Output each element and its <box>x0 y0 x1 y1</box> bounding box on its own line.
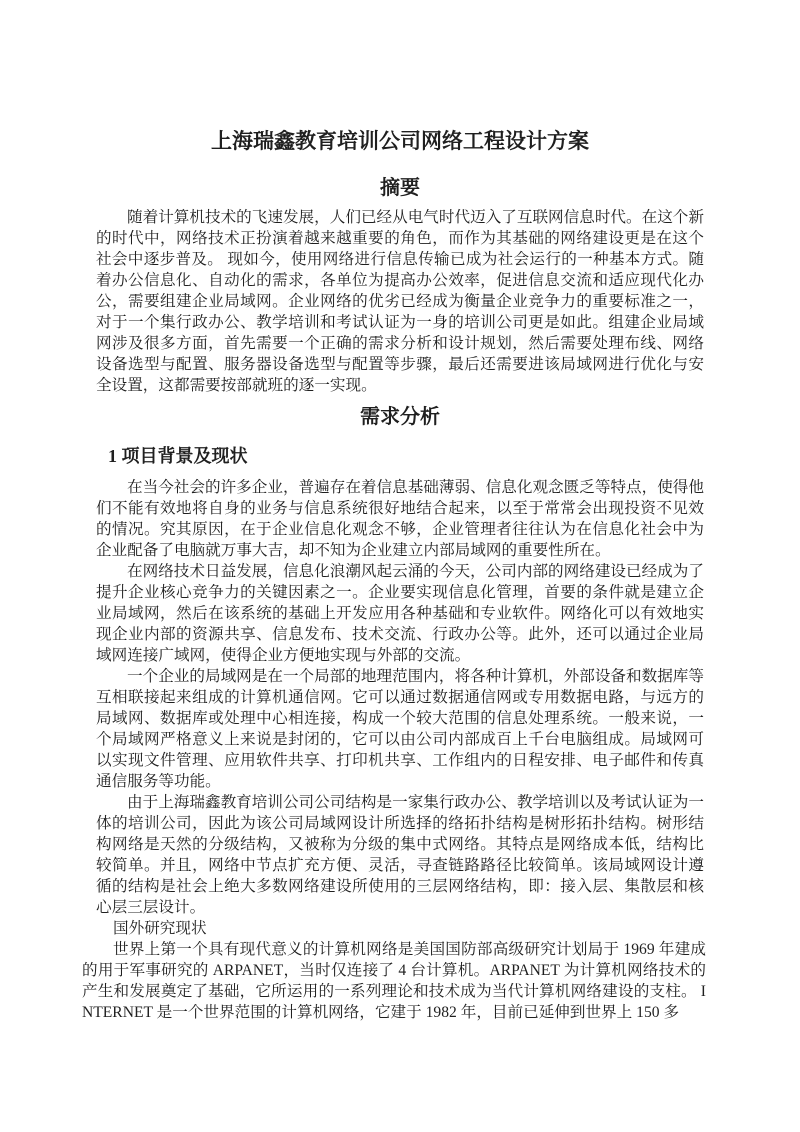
abstract-heading: 摘要 <box>380 177 420 199</box>
foreign-research-paragraph: 世界上第一个具有现代意义的计算机网络是美国国防部高级研究计划局于 1969 年建成的用于军事研究的 ARPANET，当时仅连接了 4 台计算机。ARPANET 为计算机网络技术的产生和发展奠定了基础，它所运用的一系列理论和技术成为当代计算机网络建设的支柱。 INTERNET 是一个世界范围的计算机网络，它建于 1982 年，目前已延伸到世界上 150 多 <box>82 941 706 1021</box>
document-title: 上海瑞鑫教育培训公司网络工程设计方案 <box>211 129 589 153</box>
abstract-paragraph: 随着计算机技术的飞速发展，人们已经从电气时代迈入了互联网信息时代。在这个新的时代中，网络技术正扮演着越来越重要的角色，而作为其基础的网络建设更是在这个社会中逐步普及。 现如今，使用网络进行信息传输已成为社会运行的一种基本方式。随着办公信息化、自动化的需求，各单位为提高办公效率，促进信息交流和适应现代化办公，需要组建企业局域网。企业网络的优劣已经成为衡量企业竞争力的重要标准之一，对于一个集行政办公、教学培训和考试认证为一身的培训公司更是如此。组建企业局域网涉及很多方面，首先需要一个正确的需求分析和设计规划，然后需要处理布线、网络设备选型与配置、服务器设备选型与配置等步骤，最后还需要进该局域网进行优化与安全设置，这都需要按部就班的逐一实现。 <box>96 209 704 394</box>
foreign-research-heading: 国外研究现状 <box>113 920 207 937</box>
requirements-analysis-heading: 需求分析 <box>360 406 440 428</box>
project-background-heading: 1 项目背景及现状 <box>108 446 248 466</box>
background-paragraph-4: 由于上海瑞鑫教育培训公司公司结构是一家集行政办公、教学培训以及考试认证为一体的培训公司，因此为该公司局域网设计所选择的络拓扑结构是树形拓扑结构。树形结构网络是天然的分级结构，又被称为分级的集中式网络。其特点是网络成本低，结构比较简单。并且，网络中节点扩充方便、灵活，寻查链路路径比较简单。该局域网设计遵循的结构是社会上绝大多数网络建设所使用的三层网络结构，即：接入层、集散层和核心层三层设计。 <box>96 794 704 916</box>
background-paragraph-3: 一个企业的局域网是在一个局部的地理范围内，将各种计算机，外部设备和数据库等互相联接起来组成的计算机通信网。它可以通过数据通信网或专用数据电路，与远方的局域网、数据库或处理中心相连接，构成一个较大范围的信息处理系统。一般来说，一个局域网严格意义上来说是封闭的，它可以由公司内部成百上千台电脑组成。局域网可以实现文件管理、应用软件共享、打印机共享、工作组内的日程安排、电子邮件和传真通信服务等功能。 <box>96 668 704 790</box>
background-paragraph-2: 在网络技术日益发展，信息化浪潮风起云涌的今天，公司内部的网络建设已经成为了提升企业核心竞争力的关键因素之一。企业要实现信息化管理，首要的条件就是建立企业局域网，然后在该系统的基础上开发应用各种基础和专业软件。网络化可以有效地实现企业内部的资源共享、信息发布、技术交流、行政办公等。此外，还可以通过企业局域网连接广域网，使得企业方便地实现与外部的交流。 <box>96 563 704 664</box>
background-paragraph-1: 在当今社会的许多企业，普遍存在着信息基础薄弱、信息化观念匮乏等特点，使得他们不能有效地将自身的业务与信息系统很好地结合起来，以至于常常会出现投资不见效的情况。究其原因，在于企业信息化观念不够，企业管理者往往认为在信息化社会中为企业配备了电脑就万事大吉，却不知为企业建立内部局域网的重要性所在。 <box>96 479 704 559</box>
